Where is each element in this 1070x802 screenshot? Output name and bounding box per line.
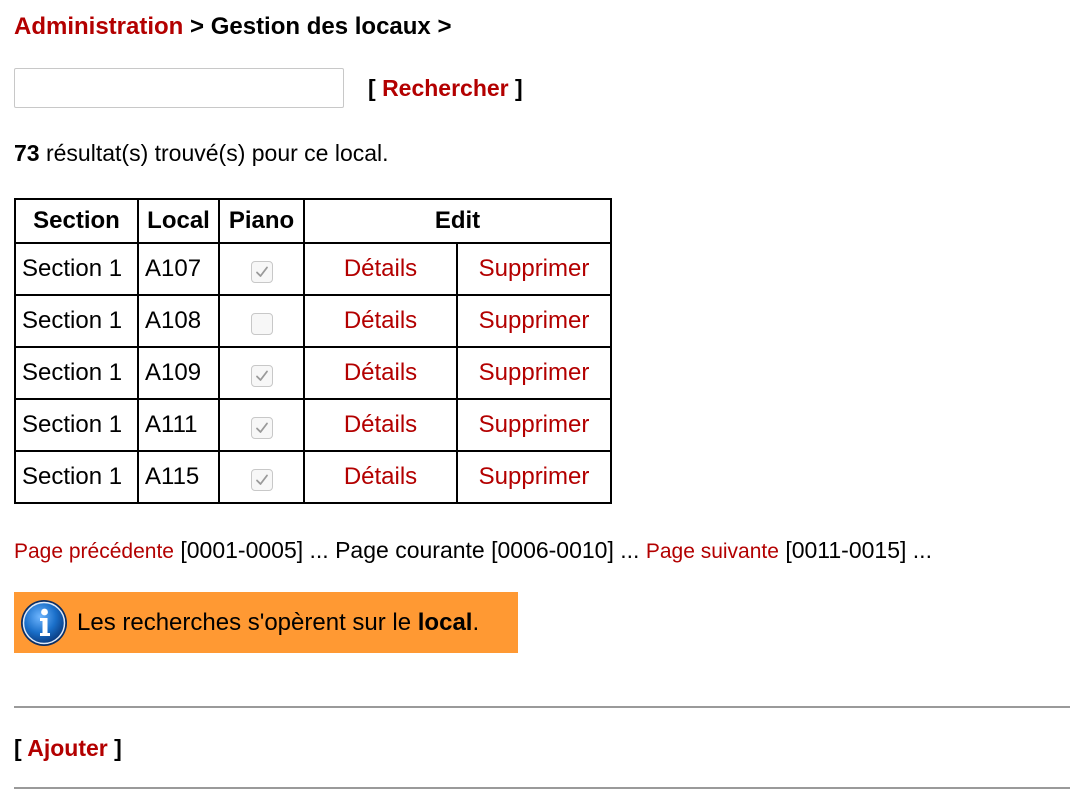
table-row: [15, 295, 611, 347]
delete-link[interactable]: Supprimer: [478, 359, 590, 386]
info-text: [77, 609, 479, 637]
cell-delete: [457, 451, 611, 503]
cell-local: A111: [138, 399, 219, 451]
add-button[interactable]: Ajouter: [27, 735, 108, 761]
cell-section: Section 1: [15, 347, 138, 399]
current-page-text: Page courante [0006-0010] ...: [335, 537, 640, 563]
divider-top: [14, 706, 1070, 708]
bracket-open: [: [368, 75, 376, 101]
delete-link[interactable]: Supprimer: [478, 255, 590, 282]
cell-piano: [219, 399, 304, 451]
piano-checkbox[interactable]: [251, 469, 273, 491]
next-page-range: [0011-0015] ...: [785, 537, 932, 563]
cell-section: Section 1: [15, 243, 138, 295]
cell-section: Section 1: [15, 451, 138, 503]
result-count-number: 73: [14, 140, 40, 166]
cell-local: A108: [138, 295, 219, 347]
header-piano: Piano: [219, 199, 304, 243]
header-edit: Edit: [304, 199, 611, 243]
piano-checkbox[interactable]: [251, 261, 273, 283]
cell-details: [304, 347, 457, 399]
result-count: [14, 138, 389, 168]
breadcrumb-separator: >: [190, 13, 205, 40]
cell-section: Section 1: [15, 295, 138, 347]
divider-bottom: [14, 787, 1070, 789]
cell-details: [304, 295, 457, 347]
cell-local: A107: [138, 243, 219, 295]
table-header-row: [15, 199, 611, 243]
cell-piano: [219, 451, 304, 503]
bracket-close: ]: [515, 75, 523, 101]
cell-section: Section 1: [15, 399, 138, 451]
info-text-after: .: [472, 608, 480, 636]
table-row: [15, 399, 611, 451]
cell-delete: [457, 295, 611, 347]
piano-checkbox[interactable]: [251, 313, 273, 335]
cell-delete: [457, 399, 611, 451]
details-link[interactable]: Détails: [343, 463, 418, 490]
header-local: Local: [138, 199, 219, 243]
piano-checkbox[interactable]: [251, 365, 273, 387]
info-icon: [19, 598, 69, 648]
delete-link[interactable]: Supprimer: [478, 411, 590, 438]
breadcrumb: [14, 12, 451, 42]
search-input[interactable]: [14, 68, 344, 108]
search-button[interactable]: Rechercher: [382, 75, 509, 101]
cell-delete: [457, 347, 611, 399]
bracket-close: ]: [114, 735, 122, 761]
breadcrumb-separator: >: [437, 13, 452, 40]
cell-delete: [457, 243, 611, 295]
bracket-open: [: [14, 735, 22, 761]
info-text-bold: local: [417, 608, 473, 636]
next-page-link[interactable]: Page suivante: [645, 540, 779, 563]
delete-link[interactable]: Supprimer: [478, 463, 590, 490]
details-link[interactable]: Détails: [343, 307, 418, 334]
table-row: [15, 347, 611, 399]
add-row: [14, 733, 122, 763]
cell-piano: [219, 347, 304, 399]
info-banner: [14, 592, 518, 653]
piano-checkbox[interactable]: [251, 417, 273, 439]
cell-piano: [219, 243, 304, 295]
cell-piano: [219, 295, 304, 347]
previous-page-range: [0001-0005] ...: [180, 537, 329, 563]
header-section: Section: [15, 199, 138, 243]
cell-details: [304, 451, 457, 503]
previous-page-link[interactable]: Page précédente: [14, 540, 174, 563]
details-link[interactable]: Détails: [343, 359, 418, 386]
info-text-before: Les recherches s'opèrent sur le: [77, 608, 418, 636]
cell-local: A109: [138, 347, 219, 399]
table-row: [15, 451, 611, 503]
details-link[interactable]: Détails: [343, 411, 418, 438]
breadcrumb-current: Gestion des locaux: [210, 13, 431, 40]
cell-details: [304, 399, 457, 451]
search-button-wrapper: [368, 73, 523, 103]
details-link[interactable]: Détails: [343, 255, 418, 282]
cell-local: A115: [138, 451, 219, 503]
pagination: [14, 535, 932, 567]
cell-details: [304, 243, 457, 295]
result-count-text: résultat(s) trouvé(s) pour ce local.: [45, 140, 389, 166]
table-row: [15, 243, 611, 295]
locals-table: [14, 198, 612, 504]
delete-link[interactable]: Supprimer: [478, 307, 590, 334]
breadcrumb-administration-link[interactable]: Administration: [14, 13, 184, 40]
